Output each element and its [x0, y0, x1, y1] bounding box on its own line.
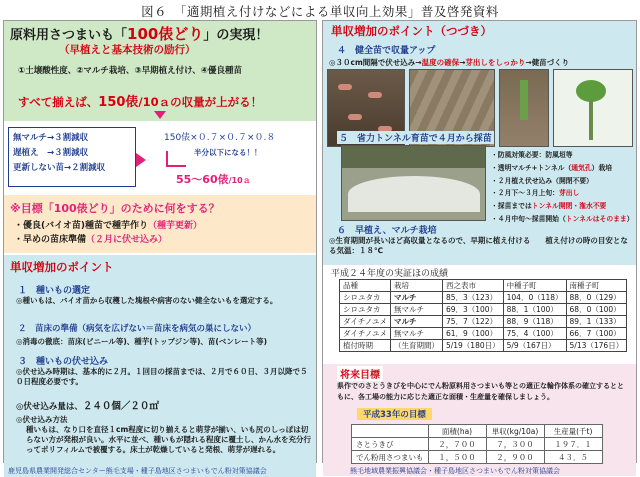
table-header-row — [340, 280, 627, 292]
yield-statement: すべて揃えば、150俵/10ａの収量が上がる！ — [18, 95, 263, 110]
table-cell: 無マルチ — [390, 328, 442, 340]
figure-title: 図６ 「適期植え付けなどによる単収向上効果」普及啓発資料 — [141, 4, 499, 19]
table-cell: シロユタカ — [340, 304, 391, 316]
method-title: ◎伏せ込み方法 — [16, 415, 68, 424]
heading-section — [4, 21, 316, 121]
table-row — [340, 340, 627, 352]
right-footer: 熊毛地域農業振興協議会・種子島地区さつまいもでん粉対策協議会 — [350, 467, 560, 475]
result-arrow — [166, 151, 186, 167]
left-panel — [3, 20, 317, 463]
table-row — [352, 451, 603, 464]
table-row — [340, 316, 627, 328]
goal-table — [351, 424, 603, 464]
calc-note: 半分以下になる！！ — [194, 148, 262, 157]
table-cell: ダイチノユメ — [340, 316, 391, 328]
target-item: ・早めの苗床準備（２月に伏せ込み） — [14, 235, 168, 245]
point-5-title: ５ 省力トンネル育苗で４月から採苗 — [337, 131, 494, 144]
point-6-body: ◎生育期間が長いほど高収量となるので、早期に植え付ける 植え付けの時の目安となる気温：１８℃ — [329, 236, 628, 255]
table-cell: マルチ — [390, 292, 442, 304]
tunnel-photo — [341, 145, 486, 221]
table-header-cell: 単収(kg/10a) — [486, 425, 544, 438]
table-cell: （生育期間） — [390, 340, 442, 352]
calc-result: 55～60俵/10ａ — [176, 173, 251, 186]
table-cell: ２，７００ — [428, 438, 486, 451]
table-header-cell: 南種子町 — [566, 280, 627, 292]
table-cell: １９７．１ — [544, 438, 602, 451]
table-cell: 5/9（167日） — [503, 340, 566, 352]
table-cell: 69．3（100） — [442, 304, 503, 316]
points-section — [4, 255, 316, 477]
future-section — [323, 364, 636, 476]
table-cell: 5/13（176日） — [566, 340, 627, 352]
results-table — [339, 279, 627, 352]
points-continued-section — [323, 21, 636, 265]
table-cell: 植付時期 — [340, 340, 391, 352]
table-cell: ダイチノユメ — [340, 328, 391, 340]
tech-list: ①土壌酸性度、②マルチ栽培、③早期植え付け、④優良種苗 — [18, 66, 242, 76]
point-4-body: ◎３０cm間隔で伏せ込み→温度の確保→芽出しをしっかり→健苗づくり — [329, 58, 570, 67]
table-cell: マルチ — [390, 316, 442, 328]
table-cell: 66．7（100） — [566, 328, 627, 340]
seedling-photo — [553, 69, 633, 147]
table-row — [340, 304, 627, 316]
target-list — [14, 219, 202, 247]
point-2-body: ◎消毒の徹底：苗床(ビニール等)、種芋(トップジン等)、苗(ベンレート等) — [16, 337, 268, 346]
target-section — [4, 195, 316, 253]
target-question: ※目標「100俵どり」のために何をする？ — [10, 202, 220, 215]
target-item: ・優良(バイオ苗)種苗で種芋作り（種芋更新） — [14, 221, 202, 231]
amount-line: ◎伏せ込み量は、２４０個／２０㎡ — [16, 401, 159, 412]
table-cell: 75．4（100） — [503, 328, 566, 340]
table-header-cell: 栽培 — [390, 280, 442, 292]
point-4-title: ４ 健全苗で収量アップ — [337, 46, 436, 56]
table-header-row — [352, 425, 603, 438]
table-cell: 68．0（100） — [566, 304, 627, 316]
table-row — [340, 328, 627, 340]
left-footer: 鹿児島県農業開発総合センター熊毛支場・種子島地区さつまいもでん粉対策協議会 — [8, 467, 267, 475]
list-item: ・防風対策必要：防風垣等 — [491, 151, 573, 159]
point-1-title: １ 種いもの選定 — [18, 286, 91, 296]
right-panel — [322, 20, 637, 463]
table-cell: 75．7（122） — [442, 316, 503, 328]
point-1-body: ◎種いもは、バイオ苗から収穫した塊根や病害のない健全ないもを選定する。 — [16, 296, 278, 305]
table-row — [340, 292, 627, 304]
list-item: ・２月植え伏せ込み（開閉不要） — [491, 176, 593, 185]
results-title: 平成２４年度の実証ほの成績 — [331, 269, 449, 279]
reduction-box — [8, 127, 136, 187]
points-title: 単収増加のポイント — [10, 260, 114, 274]
table-cell: シロユタカ — [340, 292, 391, 304]
table-cell: 88．9（118） — [503, 316, 566, 328]
table-header-cell: 生産量(千t) — [544, 425, 602, 438]
sprout-photo — [499, 69, 549, 147]
list-item: ・２月下～３月上旬：芽出し — [491, 189, 580, 198]
table-header-cell — [352, 425, 429, 438]
table-cell: 85．3（123） — [442, 292, 503, 304]
sub-heading: （早植えと基本技術の励行） — [59, 44, 196, 56]
point-6-title: ６ 早植え、マルチ栽培 — [337, 226, 437, 236]
list-item: ・４月中旬～採苗開始（トンネルはそのまま） — [491, 214, 634, 223]
table-header-cell: 西之表市 — [442, 280, 503, 292]
point-3-body: ◎伏せ込み時期は、基本的に２月。１回目の採苗までは、２月で６０日、３月以降で５０日程度必要です。 — [16, 367, 308, 386]
future-title: 将来目標 — [337, 366, 383, 381]
list-item: ・透明マルチ+トンネル（通気孔）栽培 — [491, 163, 613, 172]
table-row — [352, 438, 603, 451]
table-cell: さとうきび — [352, 438, 429, 451]
method-body: 種いもは、なり口を直径１cm程度に切り揃えると萌芽が揃い、いも尻のしっぽは切らない方が発根が良い。水平に並べ、種いもが隠れる程度に覆土し、かん水を充分行ってポリフィルムで被覆する。床土が乾燥していると発根、萌芽が遅れる。 — [26, 425, 311, 454]
point-3-title: ３ 種いもの伏せ込み — [18, 357, 109, 367]
yield-calc: 150俵×０.７×０.７×０.８ — [164, 133, 276, 143]
table-cell: 88．0（129） — [566, 292, 627, 304]
table-cell: 88．1（100） — [503, 304, 566, 316]
table-header-cell: 面積(ha) — [428, 425, 486, 438]
table-header-cell: 品種 — [340, 280, 391, 292]
main-heading: 原料用さつまいも「100俵どり」の実現！ — [10, 25, 269, 43]
table-cell: でん粉用さつまいも — [352, 451, 429, 464]
future-body: 県作でのさとうきびを中心にでん粉原料用さつまいも等との適正な輪作体系の確立するとともに、各工場の能力に応じた適正な面積・生産量を確保しましょう。 — [337, 382, 624, 401]
right-arrow-icon — [136, 153, 146, 167]
continued-header: 単収増加のポイント（つづき） — [331, 24, 492, 38]
table-cell: 無マルチ — [390, 304, 442, 316]
reduction-section — [4, 123, 316, 193]
list-item: ・採苗まではトンネル開閉・潅水不要 — [491, 202, 607, 211]
table-header-cell: 中種子町 — [503, 280, 566, 292]
goal-title: 平成33年の目標 — [357, 408, 432, 420]
table-cell: ７，３００ — [486, 438, 544, 451]
reduction-list: 無マルチ→３割減収 遅植え →３割減収 更新しない苗→２割減収 — [13, 133, 106, 173]
point-2-title: ２ 苗床の準備（病気を広げない＝苗床を病気の巣にしない） — [18, 324, 257, 334]
point-5-list — [491, 149, 634, 226]
table-cell: 104．0（118） — [503, 292, 566, 304]
table-cell: 89．1（133） — [566, 316, 627, 328]
table-cell: 61．9（100） — [442, 328, 503, 340]
table-cell: ２，９００ — [486, 451, 544, 464]
table-cell: 5/19（180日） — [442, 340, 503, 352]
table-cell: １，５００ — [428, 451, 486, 464]
down-arrow-icon — [154, 111, 166, 119]
table-cell: ４３．５ — [544, 451, 602, 464]
